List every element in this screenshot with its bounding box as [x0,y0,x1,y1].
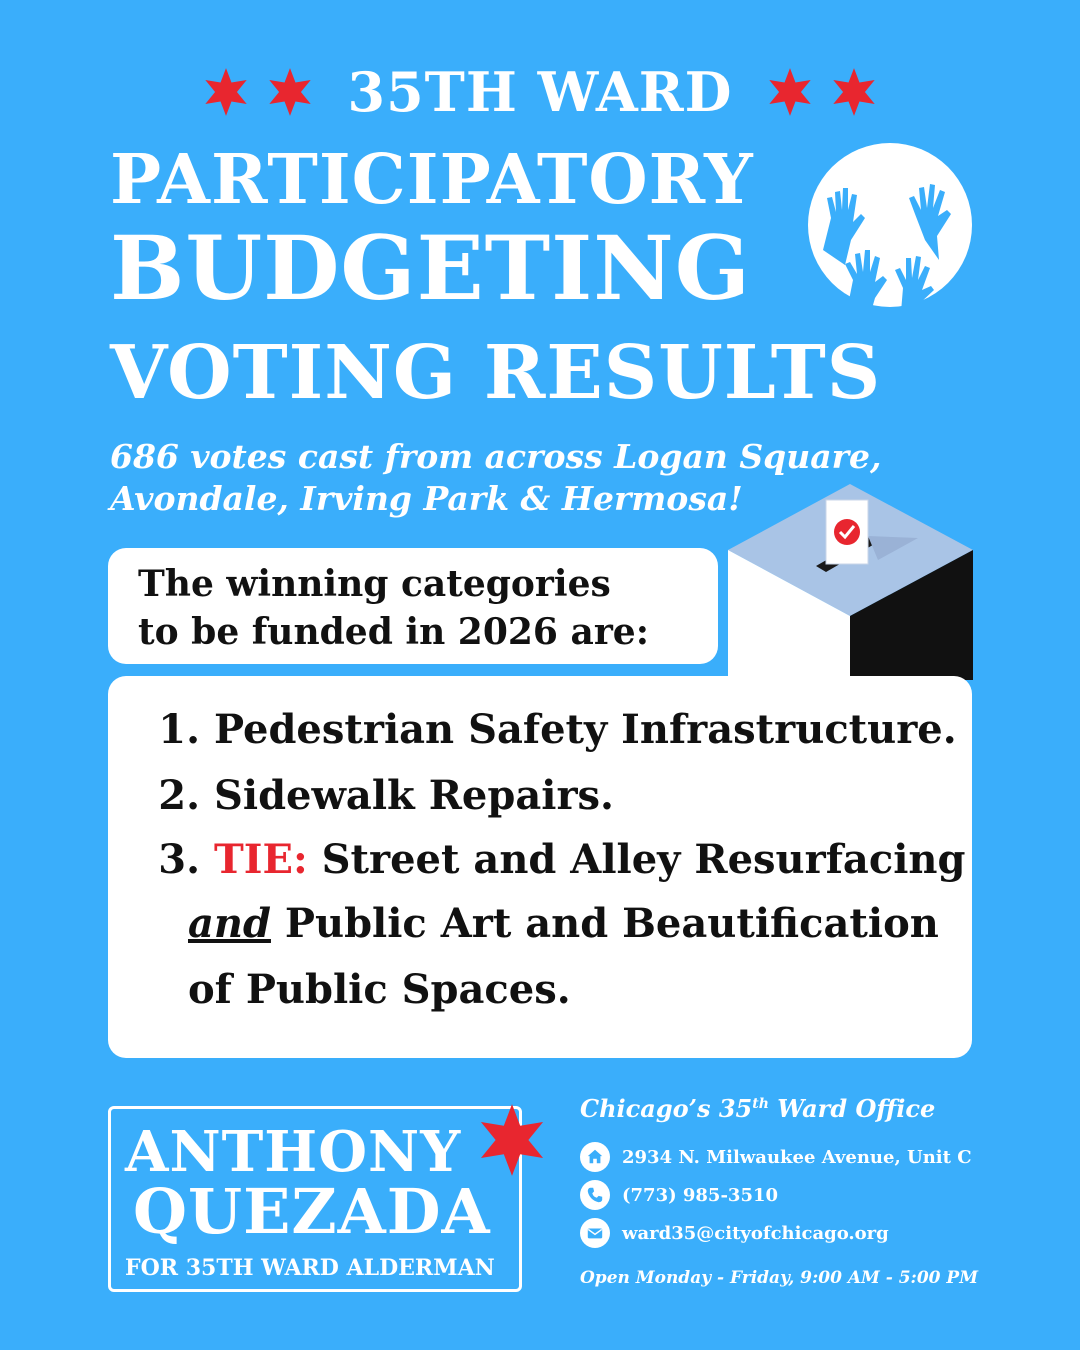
intro-line-1: The winning categories [138,563,611,605]
result-number: 3. [158,836,200,883]
chicago-star-icon [200,66,252,118]
right-stars [764,66,880,118]
result-item-3-line-2 [188,892,939,956]
subtitle-line-1: 686 votes cast from across Logan Square, [110,437,882,476]
phone-text[interactable]: (773) 985-3510 [622,1184,779,1206]
office-title [580,1094,935,1123]
tie-label: TIE: [214,836,308,883]
title-participatory: PARTICIPATORY [110,140,754,220]
result-text-c: of Public Spaces. [188,966,571,1013]
left-stars [200,66,316,118]
categories-intro-box [108,548,718,664]
chicago-star-icon [764,66,816,118]
phone-icon [580,1180,610,1210]
candidate-first-name: ANTHONY [125,1119,462,1185]
ward-label: 35TH WARD [347,60,733,124]
title-voting-results: VOTING RESULTS [110,330,882,416]
ballot-box-icon [728,480,973,680]
candidate-subtitle: FOR 35TH WARD ALDERMAN [125,1255,495,1281]
candidate-logo [108,1106,522,1292]
address-text: 2934 N. Milwaukee Avenue, Unit C [622,1146,972,1168]
results-box [108,676,972,1058]
chicago-star-icon [473,1101,551,1179]
result-item-1 [146,698,957,762]
subtitle-line-2: Avondale, Irving Park & Hermosa! [110,479,743,518]
and-word: and [188,900,271,947]
title-budgeting: BUDGETING [110,216,751,320]
result-text-b: Public Art and Beautification [284,900,939,947]
mail-icon [580,1218,610,1248]
chicago-star-icon [264,66,316,118]
result-item-3-line-3 [188,958,571,1022]
office-hours: Open Monday - Friday, 9:00 AM - 5:00 PM [580,1268,979,1288]
result-text: Pedestrian Safety Infrastructure. [214,706,957,753]
contact-address [580,1142,972,1172]
email-text[interactable]: ward35@cityofchicago.org [622,1222,889,1244]
intro-line-2: to be funded in 2026 are: [138,611,649,653]
office-title-sup: th [752,1096,769,1112]
raised-hands-icon [805,140,975,310]
result-text: Sidewalk Repairs. [214,772,614,819]
chicago-star-icon [828,66,880,118]
ward-header [0,60,1080,124]
result-number: 2. [158,772,200,819]
office-title-suffix: Ward Office [768,1094,936,1123]
home-icon [580,1142,610,1172]
result-number: 1. [158,706,200,753]
result-text-a: Street and Alley Resurfacing [321,836,966,883]
contact-email [580,1218,889,1248]
candidate-last-name: QUEZADA [133,1175,491,1248]
contact-phone [580,1180,778,1210]
result-item-3 [146,828,965,892]
result-item-2 [146,764,614,828]
office-title-prefix: Chicago’s 35 [580,1094,753,1123]
